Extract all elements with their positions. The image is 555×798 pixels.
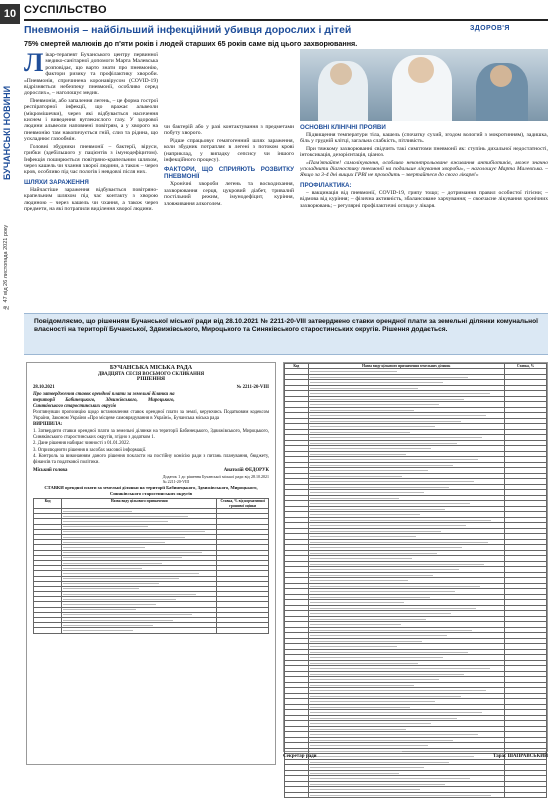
doctors-photo xyxy=(300,49,548,121)
subheading-symptoms: ОСНОВНІ КЛІНІЧНІ ПРОЯВИ xyxy=(300,124,386,131)
table-row xyxy=(285,792,547,798)
column-header: Код xyxy=(34,499,62,509)
article-paragraph: – вакцинація від пневмонії, COVID-19, грипу тощо; – дотримання правил особистої гігієни; – відмова від куріння; – фізична активність, збалансоване харчування; – своєчасне лікування хронічних захворювань; – регулярні профілактичні огляди у лікаря. xyxy=(300,189,548,209)
subheading-factors: ФАКТОРИ, ЩО СПРИЯЮТЬ РОЗВИТКУ ПНЕВМОНІЇ xyxy=(164,166,294,181)
article-paragraph: Найчастіше зараження відбувається повітряно-крапельним шляхом під час контакту з хворою людиною – через кашель чи чхання, а також через предмети, на які потрапили виділення хворої людини. xyxy=(24,186,158,212)
column-header: Назва виду цільового призначення земельних ділянок xyxy=(308,364,505,369)
decision-number: № 2211-20-VIII xyxy=(236,384,269,390)
rubric-label: ЗДОРОВ'Я xyxy=(470,25,510,32)
column-header: Ставка, % від нормативної грошової оцінки xyxy=(217,499,269,509)
article-headline: Пневмонія – найбільший інфекційний убивця дорослих і дітей xyxy=(24,24,352,36)
subheading-prevention: ПРОФІЛАКТИКА: xyxy=(300,181,352,189)
session-name: ДВАДЦЯТА СЕСІЯ ВОСЬМОГО СКЛИКАННЯ xyxy=(97,371,205,377)
decision-type: РІШЕННЯ xyxy=(136,376,166,383)
decision-item: 4. Контроль за виконанням даного рішення покласти на постійну комісію ради з питань планування, бюджету, фінансів та податкової політики. xyxy=(33,454,269,465)
column-header: Назва виду цільового призначення xyxy=(62,499,217,509)
article-paragraph: Головні збудники пневмонії – бактерії, віруси, грибки (здебільшого у пацієнтів з імунодефіцитом). Інфекція поширюється повітряно-крапельним шляхом, через кашель чи чхання хворої людини, а також – через кров, особливо під час пологів і невдовзі після них. xyxy=(24,143,158,176)
subheading-transmission: ШЛЯХИ ЗАРАЖЕННЯ xyxy=(24,178,89,186)
column-header: Ставка, % xyxy=(505,364,547,369)
mayor-name: Анатолій ФЕДОРУК xyxy=(223,467,269,473)
article-subhead: 75% смертей малюків до п'яти років і людей старших 65 років саме від цього захворювання. xyxy=(24,39,358,48)
table-cell xyxy=(34,628,62,633)
section-title: СУСПІЛЬСТВО xyxy=(24,4,107,16)
issue-date: № 47 від 26 листопада 2021 року xyxy=(3,224,9,310)
decision-item: 1. Затвердити ставки орендної плати за земельні ділянки на території Бабинецького, Здвижівського, Мироцького, Синяківського старостинських округів, згідно з додатком 1. xyxy=(33,428,269,440)
article-lead: ікар-терапевт Бучанського центру первинної медико-санітарної допомоги Марта Малевська розповідає, що варто знати про пневмонію, фактори ризику та профілактику хвороби. «Пневмонія, спричинена коронавірусом (COVID-19) відрізняється небезпеку пневмонії, особливо серед дорослих», – наголошує медик. xyxy=(24,52,158,97)
mayor-label: Міський голова xyxy=(33,467,68,473)
article-paragraph: При тяжкому захворюванні свідчить такі симптоми пневмонії як: ступінь дихальної недостатності, інтоксикація, дезорієнтація, ціаноз. xyxy=(300,145,548,159)
article-paragraph: Підвищення температури тіла, кашель (спочатку сухий, згодом вологий з мокротинням), задишка, біль у грудній клітці, загальна слабкість, пітливість. xyxy=(300,132,548,145)
table-cell xyxy=(217,628,269,633)
rates-table-continued xyxy=(283,362,548,752)
newspaper-title: БУЧАНСЬКІ НОВИНИ xyxy=(2,85,12,180)
rates-table-title: СТАВКИ орендної плати за земельні ділянки на території Бабинецького, Здвижівського, Мироцького, Синяківського старостинських округів xyxy=(44,485,258,496)
rates-table-right xyxy=(284,363,547,798)
rates-table-left xyxy=(33,498,269,633)
article-column-1 xyxy=(24,52,158,307)
header-rule xyxy=(24,19,548,21)
secretary-label: Секретар ради xyxy=(283,754,317,759)
table-cell xyxy=(62,628,217,633)
annex-note: Додаток 1 до рішення Бучанської міської ради від 28.10.2021 № 2211-20-VIII xyxy=(162,474,269,484)
article-paragraph: Хронічні хвороби легень та воскодихання, захворювання серця, цукровий діабет, тривалий постільний режим, імунодефіцит, куріння, зловживання алкоголем. xyxy=(164,181,294,207)
council-name: БУЧАНСЬКА МІСЬКА РАДА xyxy=(109,365,193,371)
decision-title: Про затвердження ставок орендної плати за земельні ділянки на території Бабинецького, Здвижівського, Мироцького, Синяківського старостинських округів xyxy=(33,392,175,409)
decision-resolved: ВИРІШИЛА: xyxy=(33,422,63,428)
decision-date: 28.10.2021 xyxy=(33,384,55,390)
column-header: Код xyxy=(285,364,309,369)
article-paragraph: чи бактерій або у разі контактування з предметами побуту хворого. xyxy=(164,124,294,137)
council-notice: Повідомляємо, що рішенням Бучанської міської ради від 28.10.2021 № 2211-20-VIII затверджено ставки орендної плати за земельні ділянки комунальної власності на території Бучанської, Здвижівського, Мироцького та Синяківського старостинських округів. Рішення додається. xyxy=(24,313,548,355)
decision-item: 2. Дане рішення набирає чинності з 01.01.2022. xyxy=(33,441,130,447)
council-decision xyxy=(26,362,276,765)
page-number: 10 xyxy=(0,4,20,24)
secretary-name: Тарас ШАПРАВСЬКИЙ xyxy=(492,754,548,759)
table-cell xyxy=(308,792,505,798)
article-paragraph: Рідше спрацьовує гематогенний шлях зараження, коли збудник потрапляє в легені з потоком крові (наприклад, у випадку сепсису чи іншого інфекційного процесу). xyxy=(164,137,294,164)
drop-cap: Л xyxy=(24,52,44,77)
decision-body: Розглянувши пропозицію щодо встановлення ставок орендної плати за землі, керуючись Податковим кодексом України, Законом України «Про місцеве самоврядування в Україні», Бучанська міська рада xyxy=(33,410,269,421)
secretary-signature xyxy=(283,754,548,759)
article-paragraph: Пневмонія, або запалення легень, – це форма гострої респіраторної інфекції, що вражає альвеоли (мікромішечки), через які відбувається насичення киснем і виведення вуглекислого газу. У здорової людини альвеоли наповнені повітрям, а у хворого на пневмонію там накопичується гній, слиз та рідина, що ускладнює газообмін. xyxy=(24,97,158,143)
decision-item: 3. Оприлюднити рішення в засобах масової інформації. xyxy=(33,447,147,453)
article-quote: «Пам'ятайте! самолікування, особливо неконтрольоване вживання антибіотиків, може значно ускладнити діагностику пневмонії на подальше лікування хвороби», – наголошує Марта Малевська. – Якщо за 3-4 дні вищих ГРВІ не проходить – звертайтеся до свого лікаря!» xyxy=(300,159,548,179)
table-cell xyxy=(285,792,309,798)
article-column-3 xyxy=(300,124,548,307)
article-column-2 xyxy=(164,124,294,307)
table-row xyxy=(34,628,269,633)
table-cell xyxy=(505,792,547,798)
